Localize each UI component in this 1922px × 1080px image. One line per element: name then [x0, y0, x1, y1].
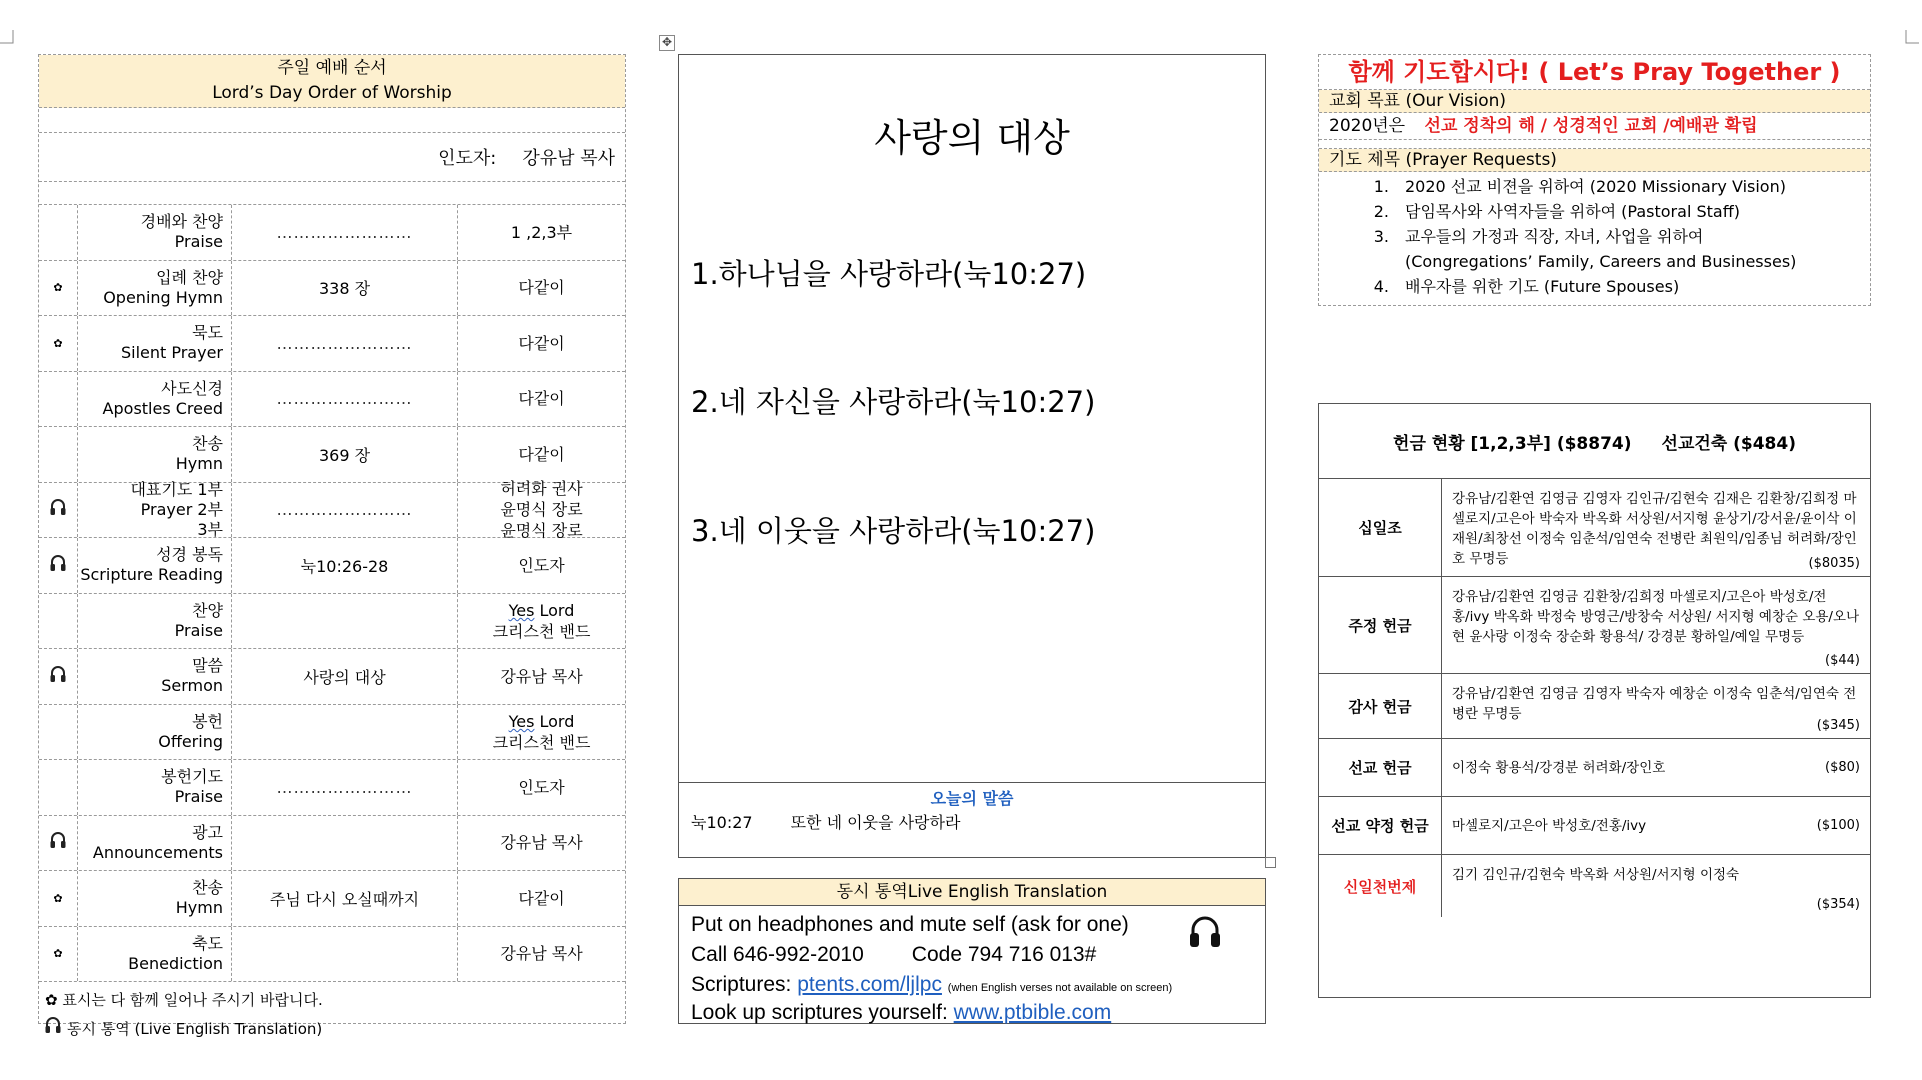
- request-number: 2.: [1373, 202, 1389, 221]
- item-name-en: Scripture Reading: [80, 565, 223, 585]
- sermon-point: 2.네 자신을 사랑하라(눅10:27): [691, 385, 1096, 419]
- stand-mark-icon: ✿: [53, 947, 63, 961]
- prayer-request-item: [1319, 199, 1870, 224]
- item-leader-2: 크리스천 밴드: [492, 732, 591, 752]
- item-leader: 인도자: [518, 777, 565, 797]
- request-text: 담임목사와 사역자들을 위하여 (Pastoral Staff): [1405, 202, 1740, 221]
- item-detail: ……………………: [276, 333, 413, 353]
- worship-row: [39, 316, 625, 372]
- request-text: 배우자를 위한 기도 (Future Spouses): [1405, 277, 1680, 296]
- vision-prefix: 2020년은: [1329, 116, 1406, 136]
- item-name-ko: 대표기도 1부: [130, 479, 223, 499]
- item-name-ko: 말씀: [192, 656, 223, 676]
- headphones-icon: [50, 498, 66, 521]
- sermon-title: 사랑의 대상: [874, 116, 1070, 160]
- prayer-request-item: [1319, 224, 1870, 249]
- item-leader: 허려화 권사: [500, 479, 583, 499]
- scriptures-note: (when English verses not available on screen): [947, 982, 1173, 994]
- item-name-en: Apostles Creed: [102, 398, 223, 418]
- offering-type: 선교 약정 헌금: [1319, 797, 1442, 854]
- offering-header: [1319, 404, 1870, 479]
- item-name-en: Praise: [174, 232, 223, 252]
- offering-row: [1319, 674, 1870, 739]
- headphones-icon: [50, 665, 66, 688]
- leader-label: 인도자:: [438, 148, 497, 169]
- worship-row: [39, 538, 625, 594]
- prayer-box: [1318, 54, 1871, 306]
- request-number: 3.: [1373, 227, 1389, 246]
- item-leader: 인도자: [518, 555, 565, 575]
- offering-names: 마셀로지/고은아 박성호/전홍/ivy: [1452, 817, 1647, 834]
- headphones-icon: [1189, 915, 1221, 954]
- item-name-ko: 찬송: [192, 434, 223, 454]
- offering-names: 이정숙 황용석/강경분 허려화/장인호: [1452, 759, 1666, 776]
- worship-row: [39, 427, 625, 483]
- offering-names: 강유남/김환연 김영금 김영자 김인규/김현숙 김재은 김환창/김희정 마셀로지/고은아 박숙자 박옥화 서상원/서지형 윤상기/강서윤/윤이삭 이재원/최창선 이정숙 임춘석/임연숙 전병란 최원익/임종님 허려화/장인호 무명등: [1452, 491, 1857, 567]
- item-name-en: Benediction: [128, 953, 223, 973]
- sermon-box: [678, 54, 1266, 858]
- standing-note: ✿ 표시는 다 함께 일어나 주시기 바랍니다.: [45, 991, 323, 1009]
- item-name-en: Prayer 2부: [140, 499, 223, 519]
- item-name-en: Sermon: [161, 676, 223, 696]
- worship-row: [39, 927, 625, 983]
- prayer-title: 함께 기도합시다! ( Let’s Pray Together ): [1319, 55, 1870, 90]
- stand-mark-icon: ✿: [53, 336, 63, 350]
- item-leader: Yes Lord: [508, 600, 575, 620]
- verse-ref: 눅10:27: [691, 813, 753, 832]
- item-name-ko: 봉헌: [192, 711, 223, 731]
- item-name-en: Opening Hymn: [103, 287, 223, 307]
- item-name-ko: 찬송: [192, 878, 223, 898]
- call-info: [691, 943, 1096, 967]
- item-name-ko: 축도: [192, 933, 223, 953]
- item-name-en: Praise: [174, 787, 223, 807]
- offering-names: 강유남/김환연 김영금 김환창/김희정 마셀로지/고은아 박성호/전홍/ivy 박옥화 박정숙 방영근/방창숙 서상원/ 서지형 예창순 오용/오나현 윤사랑 이정숙 장순화 황용석/ 강경분 황하일/예일 무명등: [1452, 589, 1860, 645]
- offering-table: [1318, 403, 1871, 998]
- lookup-label: Look up scriptures yourself:: [691, 1001, 948, 1024]
- item-leader: 강유남 목사: [500, 833, 583, 853]
- item-name-ko: 봉헌기도: [161, 767, 223, 787]
- item-name-ko: 성경 봉독: [156, 545, 223, 565]
- item-name-en: Announcements: [92, 842, 223, 862]
- offering-row: [1319, 479, 1870, 577]
- item-name-ko: 경배와 찬양: [140, 212, 223, 232]
- offering-row: [1319, 855, 1870, 917]
- item-name-en: Hymn: [175, 898, 223, 918]
- item-leader: 다같이: [518, 333, 565, 353]
- scriptures-line: [691, 973, 1172, 997]
- offering-names: 김기 김인규/김현숙 박옥화 서상원/서지형 이정숙: [1452, 867, 1740, 883]
- item-leader: Yes Lord: [508, 711, 575, 731]
- table-move-handle-icon[interactable]: ✥: [659, 35, 675, 51]
- worship-row: [39, 372, 625, 428]
- item-name-ko: 사도신경: [161, 378, 223, 398]
- scriptures-link[interactable]: ptents.com/ljlpc: [797, 973, 942, 996]
- worship-row: [39, 871, 625, 927]
- worship-row: [39, 760, 625, 816]
- item-leader-2: 윤명식 장로: [500, 500, 583, 520]
- item-leader: 다같이: [518, 444, 565, 464]
- request-text: (Congregations’ Family, Careers and Businesses): [1405, 252, 1797, 271]
- offering-type: 신일천번제: [1319, 855, 1442, 917]
- headphones-icon: [50, 831, 66, 854]
- offering-type: 감사 헌금: [1319, 674, 1442, 738]
- worship-notes: [39, 982, 625, 1048]
- request-number: 1.: [1373, 177, 1389, 196]
- today-verse: [691, 810, 960, 833]
- today-verse-label: 오늘의 말씀: [930, 789, 1014, 808]
- item-leader: 다같이: [518, 389, 565, 409]
- headphones-instruction: Put on headphones and mute self (ask for one): [691, 913, 1129, 936]
- translation-note: 동시 통역 (Live English Translation): [67, 1020, 323, 1038]
- item-leader: 강유남 목사: [500, 666, 583, 686]
- item-leader: 다같이: [518, 888, 565, 908]
- worship-row: [39, 261, 625, 317]
- item-name-en: Silent Prayer: [120, 343, 223, 363]
- item-detail: 주님 다시 오실때까지: [269, 889, 420, 909]
- item-detail: ……………………: [276, 777, 413, 797]
- stand-mark-icon: ✿: [53, 891, 63, 905]
- vision-label: 교회 목표 (Our Vision): [1319, 90, 1870, 113]
- prayer-requests-list: [1319, 172, 1870, 299]
- item-name-extra: 3부: [197, 519, 223, 539]
- call-code: Code 794 716 013#: [911, 943, 1097, 966]
- item-name-ko: 묵도: [192, 323, 223, 343]
- prayer-request-item: [1319, 274, 1870, 299]
- offering-type: 선교 헌금: [1319, 739, 1442, 796]
- item-name-en: Offering: [158, 731, 223, 751]
- item-leader: 다같이: [518, 278, 565, 298]
- stand-mark-icon: ✿: [53, 281, 63, 295]
- live-translation-box: [678, 878, 1266, 1024]
- sermon-point: 1.하나님을 사랑하라(눅10:27): [691, 257, 1087, 291]
- table-resize-handle[interactable]: [1265, 857, 1276, 868]
- worship-row: [39, 594, 625, 650]
- ptbible-link[interactable]: www.ptbible.com: [953, 1001, 1112, 1024]
- translation-header: 동시 통역Live English Translation: [679, 879, 1265, 906]
- item-leader: 강유남 목사: [500, 944, 583, 964]
- item-detail: ……………………: [276, 222, 413, 242]
- item-detail: ……………………: [276, 389, 413, 409]
- item-name-ko: 찬양: [192, 600, 223, 620]
- worship-row: [39, 479, 625, 541]
- call-number: Call 646-992-2010: [691, 943, 864, 966]
- offering-amount: ($80): [1825, 759, 1860, 775]
- offering-total: 헌금 현황 [1,2,3부] ($8874): [1393, 433, 1632, 454]
- sermon-point: 3.네 이웃을 사랑하라(눅10:27): [691, 514, 1096, 548]
- page-corner-mark: [0, 30, 14, 44]
- worship-title: [39, 55, 625, 108]
- offering-names: 강유남/김환연 김영금 김영자 박숙자 예창순 이정숙 임춘석/임연숙 전병란 무명등: [1452, 686, 1857, 722]
- item-detail: ……………………: [276, 500, 413, 520]
- item-detail: 눅10:26-28: [300, 556, 389, 576]
- item-leader-2: 크리스천 밴드: [492, 621, 591, 641]
- offering-type: 주정 헌금: [1319, 577, 1442, 673]
- headphones-icon: [45, 1015, 61, 1044]
- mission-building-total: 선교건축 ($484): [1661, 433, 1796, 454]
- item-name-en: Praise: [174, 620, 223, 640]
- prayer-request-item: [1319, 174, 1870, 199]
- item-name-en: Hymn: [175, 454, 223, 474]
- offering-amount: ($100): [1816, 817, 1860, 833]
- verse-text: 또한 네 이웃을 사랑하라: [790, 813, 961, 832]
- item-leader: 1 ,2,3부: [510, 222, 573, 242]
- request-text: 교우들의 가정과 직장, 자녀, 사업을 위하여: [1405, 227, 1704, 246]
- requests-label: 기도 제목 (Prayer Requests): [1319, 149, 1870, 172]
- request-number: [1319, 249, 1405, 274]
- offering-type: 십일조: [1319, 479, 1442, 576]
- item-name-ko: 입례 찬양: [156, 267, 223, 287]
- worship-title-en: Lord’s Day Order of Worship: [212, 83, 452, 103]
- offering-amount: ($354): [1816, 897, 1860, 912]
- headphones-icon: [50, 554, 66, 577]
- page-corner-mark: [1905, 30, 1919, 44]
- worship-row: [39, 649, 625, 705]
- offering-amount: ($8035): [1808, 556, 1860, 571]
- worship-row: [39, 205, 625, 261]
- leader-name: 강유남 목사: [522, 148, 615, 169]
- item-detail: 사랑의 대상: [303, 667, 386, 687]
- offering-row: [1319, 797, 1870, 855]
- offering-amount: ($345): [1816, 718, 1860, 733]
- worship-row: [39, 816, 625, 872]
- offering-row: [1319, 739, 1870, 797]
- order-of-worship-table: [38, 54, 626, 1038]
- item-leader-3: 윤명식 장로: [500, 521, 583, 541]
- item-name-ko: 광고: [192, 822, 223, 842]
- item-detail: 369 장: [318, 445, 371, 465]
- offering-row: [1319, 577, 1870, 674]
- worship-title-ko: 주일 예배 순서: [277, 58, 387, 78]
- prayer-request-item: [1319, 249, 1870, 274]
- scriptures-label: Scriptures:: [691, 973, 792, 996]
- vision-items: 선교 정착의 해 / 성경적인 교회 /예배관 확립: [1424, 116, 1758, 136]
- worship-leader: [39, 133, 625, 182]
- request-text: 2020 선교 비젼을 위하여 (2020 Missionary Vision): [1405, 177, 1786, 196]
- item-detail: 338 장: [318, 279, 371, 299]
- worship-row: [39, 705, 625, 761]
- vision-line: [1319, 113, 1870, 140]
- request-number: 4.: [1373, 277, 1389, 296]
- offering-amount: ($44): [1825, 653, 1860, 668]
- today-verse-box: [679, 782, 1265, 857]
- lookup-line: [691, 1001, 1111, 1025]
